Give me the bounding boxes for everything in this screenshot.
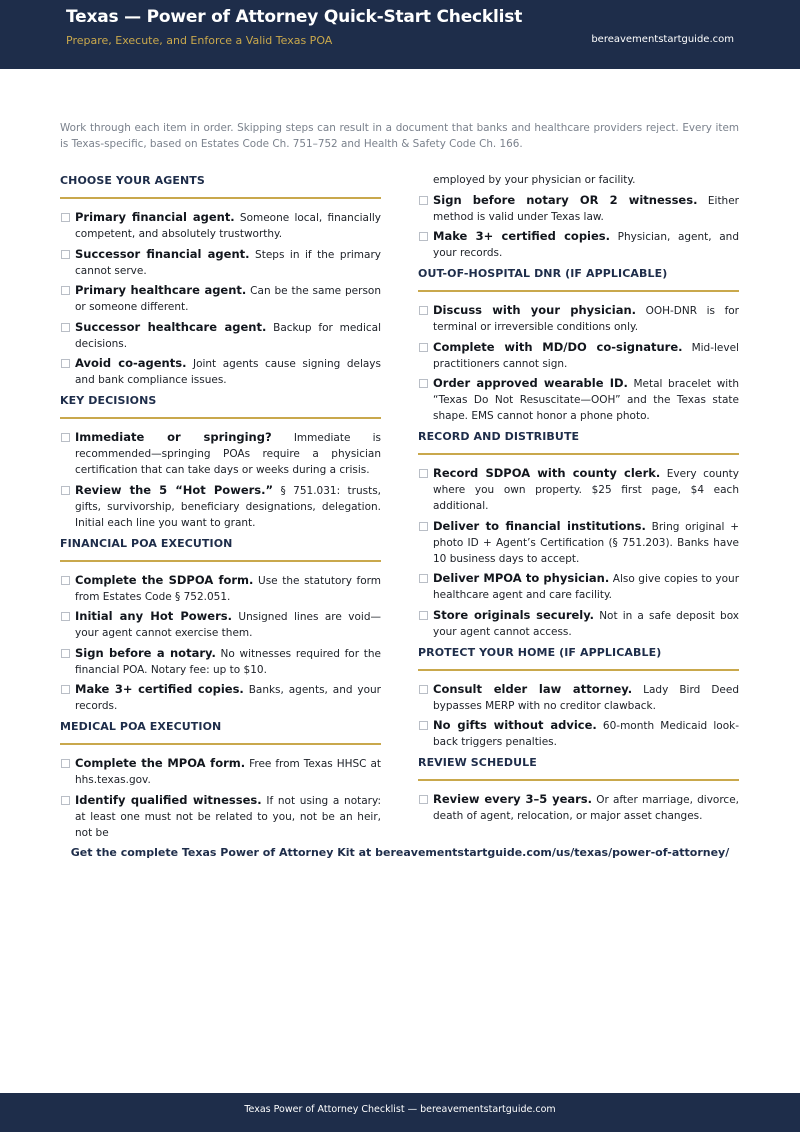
checkbox[interactable] — [419, 611, 428, 620]
section-divider — [418, 779, 739, 781]
checklist-item — [60, 482, 381, 531]
section-medical-poa — [60, 718, 381, 841]
item-lead: Consult elder law attorney. — [433, 681, 633, 696]
item-description: Banks, agents, and your records. — [75, 684, 381, 712]
item-lead: Complete with MD/DO co-signature. — [433, 339, 683, 354]
item-lead: Review every 3–5 years. — [433, 792, 593, 806]
checkbox[interactable] — [419, 196, 428, 205]
item-lead: Deliver to financial institutions. — [433, 518, 646, 533]
intro-text: Work through each item in order. Skipping steps can result in a document that banks and healthcare providers reject. Every item is Texas-specific, based on Estates Code Ch. 751–752 and Health & Safety Code Ch. 166. — [60, 122, 739, 150]
item-description: Also give copies to your healthcare agent and care facility. — [433, 573, 740, 601]
item-description: employed by your physician or facility. — [433, 174, 636, 186]
checkbox[interactable] — [419, 306, 428, 315]
checkbox[interactable] — [419, 795, 428, 804]
checklist-item — [60, 429, 381, 478]
checklist-item — [60, 572, 381, 605]
item-lead: Identify qualified witnesses. — [75, 792, 262, 807]
checklist-item — [60, 282, 381, 315]
item-description: Every county where you own property. $25 first page, $4 each additional. — [433, 468, 740, 512]
item-description: Not in a safe deposit box your agent cannot access. — [433, 609, 740, 638]
checklist-item — [60, 246, 381, 279]
section-record-distribute — [418, 428, 739, 640]
checklist-item — [418, 570, 739, 603]
item-description: Unsigned lines are void—your agent cannot exercise them. — [75, 611, 381, 639]
checklist-item — [60, 319, 381, 352]
checklist-item — [418, 791, 739, 824]
checklist-item — [418, 607, 739, 640]
item-description: § 751.031: trusts, gifts, survivorship, beneficiary designations, delegation. Initial each line you want to grant. — [75, 484, 382, 529]
item-description: Can be the same person or someone different. — [75, 285, 382, 313]
item-description: Backup for medical decisions. — [75, 321, 381, 350]
footer-text: Texas Power of Attorney Checklist — bereavementstartguide.com — [244, 1104, 556, 1115]
checklist-item — [60, 355, 381, 388]
item-lead: No gifts without advice. — [433, 718, 597, 732]
item-lead: Discuss with your physician. — [433, 303, 637, 317]
checklist-item — [418, 192, 739, 225]
item-description: 60-month Medicaid look-back triggers penalties. — [433, 720, 739, 748]
section-title: MEDICAL POA EXECUTION — [60, 720, 222, 733]
item-lead: Record SDPOA with county clerk. — [433, 466, 661, 480]
right-column — [418, 172, 739, 828]
checklist-item — [418, 518, 739, 567]
item-lead: Order approved wearable ID. — [433, 376, 628, 390]
checklist-item — [418, 681, 739, 714]
section-title: FINANCIAL POA EXECUTION — [60, 536, 233, 550]
item-lead: Successor financial agent. — [75, 246, 250, 261]
item-description: No witnesses required for the financial POA. Notary fee: up to $10. — [75, 647, 381, 676]
checkbox[interactable] — [419, 522, 428, 531]
item-description: Joint agents cause signing delays and bank compliance issues. — [75, 358, 381, 386]
checkbox[interactable] — [61, 576, 70, 585]
page-title: Texas — Power of Attorney Quick-Start Checklist — [66, 7, 523, 27]
checklist-item — [418, 228, 739, 261]
item-description: Metal bracelet with “Texas Do Not Resuscitate—OOH” and the Texas state shape. EMS cannot honor a phone photo. — [433, 378, 739, 422]
checkbox[interactable] — [61, 649, 70, 658]
checklist-item — [60, 608, 381, 641]
section-title: CHOOSE YOUR AGENTS — [60, 174, 205, 187]
item-lead: Make 3+ certified copies. — [433, 229, 611, 243]
section-financial-poa — [60, 535, 381, 715]
item-lead: Sign before notary OR 2 witnesses. — [433, 192, 698, 207]
item-description: If not using a notary: at least one must not be related to you, not be an heir, not be — [75, 794, 381, 839]
checkbox[interactable] — [61, 323, 70, 332]
checkbox[interactable] — [419, 343, 428, 352]
checklist-item — [60, 645, 381, 678]
item-lead: Avoid co-agents. — [75, 356, 187, 370]
section-divider — [60, 197, 381, 199]
item-description: Either method is valid under Texas law. — [433, 194, 739, 223]
page-header — [0, 0, 800, 69]
item-description: Free from Texas HHSC at hhs.texas.gov. — [75, 758, 382, 786]
checkbox[interactable] — [61, 796, 70, 805]
section-title: REVIEW SCHEDULE — [418, 756, 537, 769]
section-divider — [418, 669, 739, 671]
item-description: Physician, agent, and your records. — [433, 231, 739, 259]
item-description: Steps in if the primary cannot serve. — [75, 248, 381, 277]
item-lead: Immediate or springing? — [75, 430, 272, 444]
section-review-schedule — [418, 754, 739, 824]
header-site-link[interactable]: bereavementstartguide.com — [591, 34, 734, 45]
item-description: Immediate is recommended—springing POAs require a physician certification that can take days or weeks during a crisis. — [75, 432, 381, 476]
item-lead: Deliver MPOA to physician. — [433, 571, 610, 585]
section-title: OUT-OF-HOSPITAL DNR (IF APPLICABLE) — [418, 267, 668, 280]
section-choose-agents — [60, 172, 381, 388]
checklist-item — [418, 375, 739, 424]
checklist-item-continuation — [418, 172, 739, 188]
item-description: Lady Bird Deed bypasses MERP with no creditor clawback. — [433, 683, 739, 712]
item-lead: Successor healthcare agent. — [75, 319, 267, 334]
checklist-item — [418, 465, 739, 514]
section-title: PROTECT YOUR HOME (IF APPLICABLE) — [418, 645, 662, 659]
section-divider — [418, 453, 739, 455]
checklist-item — [60, 792, 381, 841]
item-description: Mid-level practitioners cannot sign. — [433, 341, 739, 370]
checkbox[interactable] — [419, 469, 428, 478]
item-lead: Primary financial agent. — [75, 210, 235, 224]
item-description: Use the statutory form from Estates Code § 752.051. — [75, 574, 382, 603]
item-description: Someone local, financially competent, and absolutely trustworthy. — [75, 212, 381, 240]
section-key-decisions — [60, 392, 381, 531]
item-lead: Sign before a notary. — [75, 645, 216, 660]
section-ooh-dnr — [418, 265, 739, 424]
item-lead: Review the 5 “Hot Powers.” — [75, 482, 274, 497]
checklist-item — [418, 339, 739, 372]
checklist-item — [418, 717, 739, 750]
checkbox[interactable] — [419, 574, 428, 583]
page-footer — [0, 1093, 800, 1132]
page-subtitle: Prepare, Execute, and Enforce a Valid Texas POA — [66, 34, 333, 47]
item-lead: Complete the MPOA form. — [75, 756, 246, 770]
checkbox[interactable] — [419, 685, 428, 694]
section-divider — [60, 417, 381, 419]
section-medical-poa-continued — [418, 172, 739, 261]
item-lead: Complete the SDPOA form. — [75, 572, 254, 587]
item-lead: Store originals securely. — [433, 607, 595, 622]
item-lead: Make 3+ certified copies. — [75, 682, 244, 696]
cta-link[interactable]: Get the complete Texas Power of Attorney Kit at bereavementstartguide.com/us/texas/power-of-attorney/ — [70, 846, 730, 859]
checkbox[interactable] — [61, 685, 70, 694]
section-title: RECORD AND DISTRIBUTE — [418, 430, 580, 443]
checklist-item — [60, 681, 381, 714]
checkbox[interactable] — [61, 286, 70, 295]
item-lead: Initial any Hot Powers. — [75, 609, 232, 623]
checkbox[interactable] — [61, 433, 70, 442]
section-divider — [60, 743, 381, 745]
checklist-item — [418, 302, 739, 335]
checkbox[interactable] — [419, 232, 428, 241]
checkbox[interactable] — [419, 721, 428, 730]
item-description: Or after marriage, divorce, death of agent, relocation, or major asset changes. — [433, 794, 739, 822]
section-divider — [418, 290, 739, 292]
section-divider — [60, 560, 381, 562]
item-description: Bring original + photo ID + Agent’s Certification (§ 751.203). Banks have 10 business days to accept. — [433, 520, 740, 565]
checkbox[interactable] — [61, 486, 70, 495]
checkbox[interactable] — [61, 759, 70, 768]
section-protect-home — [418, 644, 739, 751]
left-column — [60, 172, 381, 845]
item-lead: Primary healthcare agent. — [75, 283, 247, 297]
checkbox[interactable] — [419, 379, 428, 388]
checklist-item — [60, 209, 381, 242]
checkbox[interactable] — [61, 359, 70, 368]
checkbox[interactable] — [61, 213, 70, 222]
section-title: KEY DECISIONS — [60, 394, 157, 407]
checkbox[interactable] — [61, 612, 70, 621]
checklist-item — [60, 755, 381, 788]
checkbox[interactable] — [61, 250, 70, 259]
item-description: OOH-DNR is for terminal or irreversible conditions only. — [433, 305, 740, 333]
